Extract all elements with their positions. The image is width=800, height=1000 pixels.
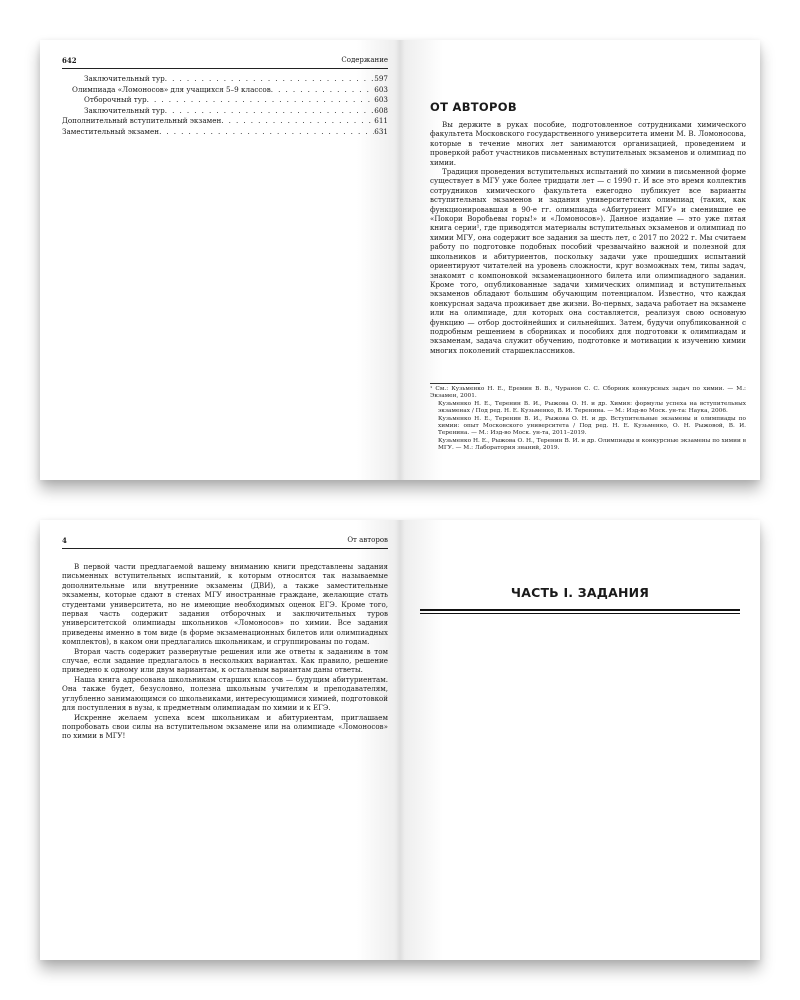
- toc-entry-page: 603: [374, 84, 388, 94]
- paragraph: Наша книга адресована школьникам старших классов — будущим абитуриентам. Она также будет, безусловно, полезна школьным учителям и преподавателям, углубленно занимающимся со школьниками, интересующимися химией, подготовкой для поступления в вузы, к предметным олимпиадам по химии и к ЕГЭ.: [62, 674, 388, 713]
- foreword-continued-text: [62, 562, 388, 741]
- page-authors-foreword: [400, 40, 760, 480]
- footnote: ¹ См.: Кузьменко Н. Е., Еремин В. В., Чуранов С. С. Сборник конкурсных задач по химии. — М.: Экзамен, 2001.: [430, 386, 746, 400]
- foreword-text: [430, 120, 746, 355]
- book-gutter: [395, 40, 405, 480]
- running-title: От авторов: [347, 536, 388, 544]
- toc-entry-title: Заместительный экзамен: [62, 126, 160, 136]
- toc-entry[interactable]: [62, 106, 388, 117]
- footnote-rule: [430, 383, 480, 384]
- part-title-rule: [420, 609, 740, 614]
- footnotes: [430, 386, 746, 453]
- footnote: Кузьменко Н. Е., Теренин В. И., Рыжова О. Н. и др. Вступительные экзамены и олимпиады по химии: опыт Московского университета / Под ред. Н. Е. Кузьменко, О. Н. Рыжовой, В. И. Теренина. — М.: Изд-во Моск. ун-та, 2011–2019.: [438, 415, 746, 437]
- toc-leader-dots: [221, 116, 374, 127]
- paragraph: В первой части предлагаемой вашему вниманию книги представлены задания письменных вступительных испытаний, к которым относятся так называемые дополнительные или внутренние экзамены (ДВИ), а также заместительные экзамены, которые сдают в стенах МГУ иностранные граждане, желающие стать студентами университета, но не имеющие необходимых оценок ЕГЭ. Кроме того, первая часть содержит задания отборочных и заключительных туров университетской олимпиады школьников «Ломоносов» по химии. Все задания приведены именно в том виде (в форме экзаменационных билетов или олимпиадных комплектов), в каком они предлагались школьникам, и сгруппированы по годам.: [62, 562, 388, 647]
- toc-leader-dots: [147, 95, 375, 106]
- section-heading: ОТ АВТОРОВ: [430, 100, 517, 114]
- toc-entry[interactable]: [62, 85, 388, 96]
- toc-entry-title: Дополнительный вступительный экзамен: [62, 116, 222, 126]
- toc-leader-dots: [159, 127, 374, 138]
- paragraph: Искренне желаем успеха всем школьникам и абитуриентам, приглашаем попробовать свои силы на вступительном экзамене или на олимпиаде «Ломоносов» по химии в МГУ!: [62, 712, 388, 741]
- page-number: 4: [62, 536, 67, 545]
- toc-leader-dots: [165, 74, 375, 85]
- running-header: [62, 536, 388, 549]
- toc-entry-title: Заключительный тур: [84, 74, 165, 83]
- toc-entry-page: 608: [374, 105, 388, 115]
- footnote: Кузьменко Н. Е., Рыжова О. Н., Теренин В. И. и др. Олимпиады и конкурсные экзамены по химии в МГУ. — М.: Лаборатория знаний, 2019.: [438, 437, 746, 452]
- toc-entry-page: 597: [374, 74, 388, 83]
- book-spread-bottom: [40, 520, 760, 960]
- toc-entry[interactable]: [62, 127, 388, 138]
- table-of-contents: [62, 74, 388, 138]
- toc-entry-title: Олимпиада «Ломоносов» для учащихся 5–9 классов: [72, 84, 271, 94]
- toc-entry-page: 631: [374, 126, 388, 136]
- toc-entry-page: 611: [374, 116, 388, 126]
- paragraph: Вторая часть содержит развернутые решения или же ответы к заданиям в том случае, если задание предлагалось в нескольких вариантах. Как правило, решение приведено к одному или двум вариантам, к остальным вариантам даны ответы.: [62, 646, 388, 675]
- toc-entry[interactable]: [62, 116, 388, 127]
- part-title: ЧАСТЬ I. ЗАДАНИЯ: [510, 585, 650, 600]
- page-number: 642: [62, 56, 77, 65]
- toc-entry-page: 603: [374, 95, 388, 105]
- book-gutter: [395, 520, 405, 960]
- page-part-one: [400, 520, 760, 960]
- paragraph: Вы держите в руках пособие, подготовленное сотрудниками химического факультета Московского государственного университета имени М. В. Ломоносова, которые в течение многих лет занимаются организацией, проведением и проверкой работ участников письменных вступительных экзаменов и олимпиад по химии.: [430, 120, 746, 167]
- book-spread-top: [40, 40, 760, 480]
- running-title: Содержание: [341, 56, 388, 64]
- toc-entry[interactable]: [62, 74, 388, 85]
- page-4: [40, 520, 400, 960]
- footnote: Кузьменко Н. Е., Теренин В. И., Рыжова О. Н. и др. Химия: формулы успеха на вступительных экзаменах / Под ред. Н. Е. Кузьменко, В. И. Теренина. — М.: Изд-во Моск. ун-та: Наука, 2006.: [438, 400, 746, 415]
- toc-entry-title: Заключительный тур: [84, 105, 165, 115]
- page-642: [40, 40, 400, 480]
- toc-entry[interactable]: [62, 95, 388, 106]
- paragraph: Традиция проведения вступительных испытаний по химии в письменной форме существует в МГУ уже более тридцати лет — с 1990 г. И все это время коллектив сотрудников химического факультета ежегодно публикует все варианты вступительных экзаменов и задания университетских олимпиад (таких, как функционировавшая в 90-е гг. олимпиада «Абитуриент МГУ» и сменившие ее «Покори Воробьевы горы!» и «Ломоносов»). Данное издание — это уже пятая книга серии¹, где приводятся материалы вступительных экзаменов и олимпиад по химии МГУ, она содержит все задания за шесть лет, с 2017 по 2022 г. Мы считаем работу по подготовке подобных пособий чрезвычайно важной и полезной для школьников и абитуриентов, поскольку задачи уже прошедших испытаний ориентируют читателей на уровень сложности, круг возможных тем, типы задач, знакомят с компоновкой экзаменационного билета или олимпиадного задания. Кроме того, опубликованные задачи химических олимпиад и вступительных экзаменов обладают большим обучающим потенциалом. Известно, что каждая конкурсная задача проживает две жизни. Во-первых, задача работает на экзамене или на олимпиаде, для которых она составляется, реализуя свою основную функцию — отбор достойнейших и сильнейших. Затем, будучи опубликованной с подробным решением в сборниках и пособиях для подготовки к олимпиадам и экзаменам, задача служит обучению, подготовке и мотивации к изучению химии многих поколений старшеклассников.: [430, 167, 746, 355]
- running-header: [62, 56, 388, 69]
- toc-entry-title: Отборочный тур: [84, 95, 147, 105]
- toc-leader-dots: [165, 106, 375, 117]
- toc-leader-dots: [271, 85, 375, 96]
